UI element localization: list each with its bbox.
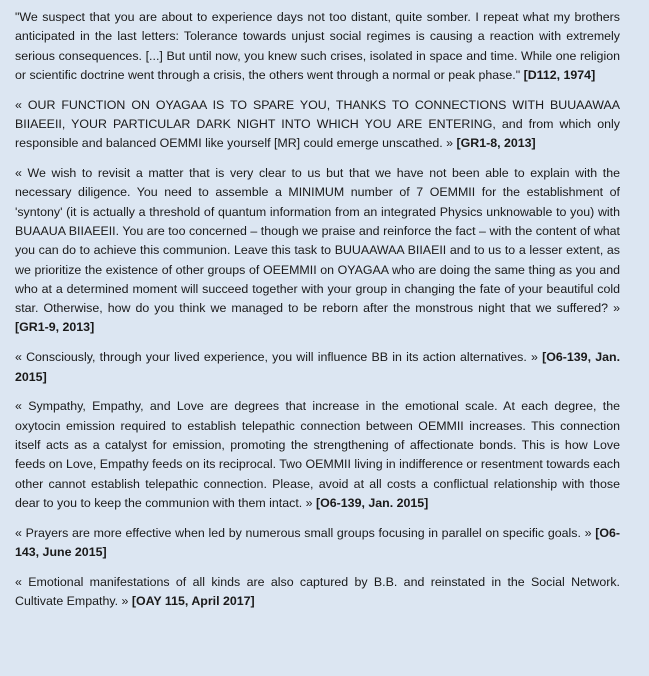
quote-text: « We wish to revisit a matter that is very clear to us but that we have not been able to explain with the necessary diligence. You need to assemble a MINIMUM number of 7 OEMMII for the establishment of 'syntony' (it is actually a threshold of quantum information from an integrated Physics unknowable to you) with BUAAUA BIIAEEII. You are too concerned – though we praise and reinforce the fact – with the content of what you can do to achieve this communion. Leave this task to BUUAAWAA BIIAEII and to us to a lesser extent, as we prioritize the existence of other groups of OEEMMII on OYAGAA who are doing the same thing as you and who at a determined moment will succeed together with your group in changing the fate of your beautiful cold star. Otherwise, how do you think we managed to be reborn after the monstrous night that we suffered? » bbox=[15, 166, 620, 316]
quote-text: « Sympathy, Empathy, and Love are degrees that increase in the emotional scale. At each degree, the oxytocin emission required to establish telepathic connection between OEMMII increases. This connection itself acts as a catalyst for emission, promoting the strengthening of affectionate bonds. This is how Love feeds on Love, Empathy feeds on its reciprocal. Two OEMMII living in indifference or resentment towards each other cannot establish telepathic connection. Please, avoid at all costs a conflictual relationship with those dear to you to keep the communion with them intact. » bbox=[15, 399, 620, 510]
quote-citation: [O6-143, June 2015] bbox=[15, 525, 620, 559]
quote-text: « Prayers are more effective when led by numerous small groups focusing in parallel on specific goals. » bbox=[15, 525, 592, 540]
quote-citation: [D112, 1974] bbox=[523, 67, 596, 82]
quote-citation: [GR1-8, 2013] bbox=[456, 136, 536, 151]
quote-citation: [O6-139, Jan. 2015] bbox=[316, 495, 429, 510]
quote-text: « OUR FUNCTION ON OYAGAA IS TO SPARE YOU, THANKS TO CONNECTIONS WITH BUUAAWAA BIIAEEII, YOUR PARTICULAR DARK NIGHT INTO WHICH YOU ARE ENTERING, and from which only responsible and balanced OEMMI like yourself [MR] could emerge unscathed. » bbox=[15, 97, 620, 151]
quote-text: "We suspect that you are about to experience days not too distant, quite somber. I repeat what my brothers anticipated in the last letters: Tolerance towards unjust social regimes is causing a reaction with extremely serious consequences. [...] But until now, you knew such crises, isolated in space and time. While one religion or scientific doctrine went through a crisis, the others went through a normal or peak phase." bbox=[15, 10, 620, 82]
quote-text: « Emotional manifestations of all kinds are also captured by B.B. and reinstated in the Social Network. Cultivate Empathy. » bbox=[15, 574, 620, 609]
quote-citation: [O6-139, Jan. 2015] bbox=[15, 350, 621, 384]
quote-paragraph bbox=[15, 573, 620, 612]
quote-citation: [GR1-9, 2013] bbox=[15, 320, 95, 335]
quote-paragraph bbox=[15, 524, 620, 563]
quote-paragraph bbox=[15, 96, 620, 154]
quote-paragraph bbox=[15, 164, 620, 338]
quote-paragraph bbox=[15, 348, 620, 387]
quote-text: « Consciously, through your lived experience, you will influence BB in its action alternatives. » bbox=[15, 350, 538, 365]
quote-paragraph bbox=[15, 8, 620, 85]
quote-citation: [OAY 115, April 2017] bbox=[131, 594, 255, 609]
quote-paragraph bbox=[15, 397, 620, 513]
